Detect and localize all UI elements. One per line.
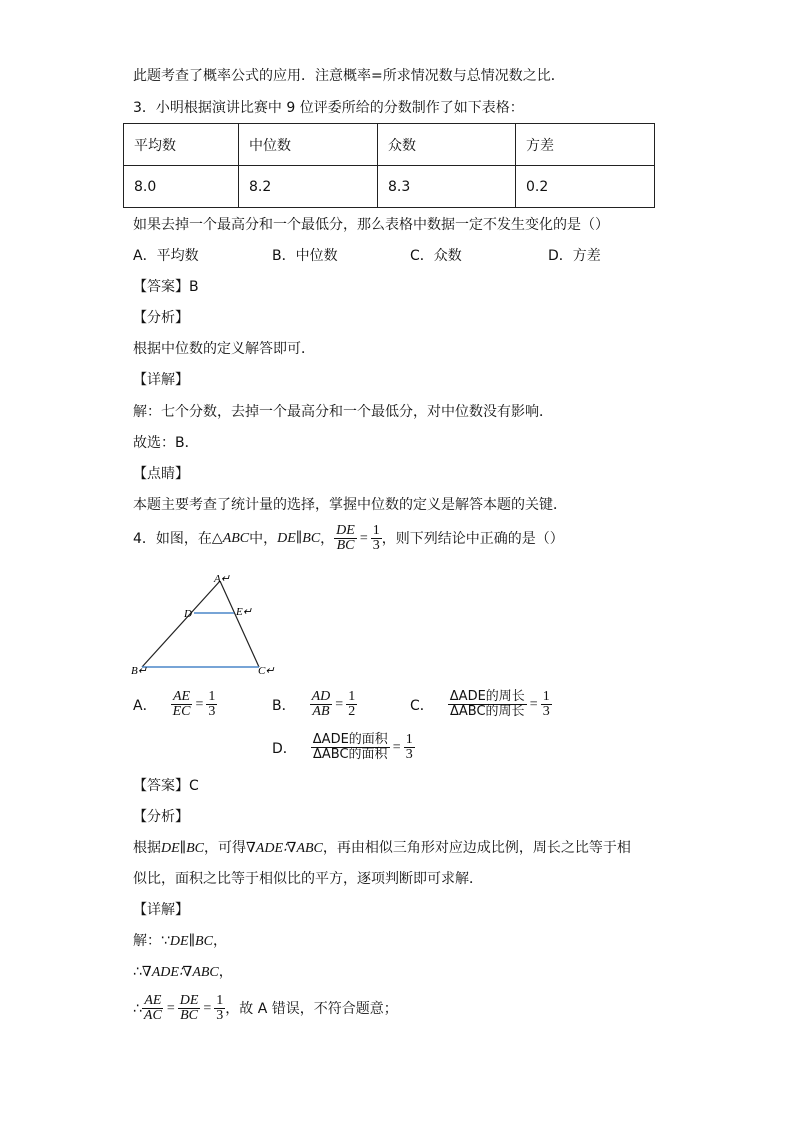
analysis-heading: 【分析】 — [133, 809, 189, 825]
detail-line — [133, 963, 233, 982]
fraction-numerator: AE — [172, 689, 191, 704]
q4-prefix: 4．如图，在 — [133, 530, 212, 547]
table-header-cell: 中位数 — [239, 124, 378, 166]
detail-heading: 【详解】 — [133, 902, 189, 918]
equals-sign: = — [335, 696, 344, 712]
option-b — [272, 690, 357, 719]
text-segment: ∴ — [133, 1000, 142, 1017]
fraction-denominator: 3 — [216, 1008, 224, 1023]
equals-sign: = — [392, 739, 401, 755]
option-fraction — [311, 733, 390, 762]
table-header-cell: 平均数 — [124, 124, 239, 166]
stats-table — [123, 123, 655, 208]
question-3: 3．小明根据演讲比赛中 9 位评委所给的分数制作了如下表格： — [133, 100, 524, 116]
q4-ratio — [371, 524, 382, 553]
fraction-numerator: 1 — [372, 523, 380, 538]
fraction-denominator: AB — [312, 704, 330, 719]
q4-triangle: △ABC — [211, 530, 250, 546]
table-cell: 8.3 — [378, 166, 516, 208]
math-similar: ∇ADE∶∇ABC — [246, 841, 323, 856]
equals-sign: = — [359, 530, 368, 546]
table-cell: 8.2 — [239, 166, 378, 208]
fraction-denominator: AC — [143, 1008, 162, 1023]
detail-text: 解：七个分数，去掉一个最高分和一个最低分，对中位数没有影响． — [133, 404, 553, 420]
text-segment: ，可得 — [204, 840, 247, 856]
fraction-numerator: 1 — [405, 732, 413, 747]
answer-label: 【答案】B — [133, 279, 199, 295]
side-ab — [142, 581, 220, 667]
fraction-numerator: AE — [144, 993, 162, 1008]
detail-heading: 【详解】 — [133, 372, 189, 388]
equals-sign: = — [166, 1000, 175, 1016]
text-segment: ，故 A 错误，不符合题意； — [225, 1000, 398, 1017]
detail-line — [133, 994, 398, 1023]
fraction-numerator: DE — [336, 523, 355, 538]
option-ratio — [346, 690, 357, 719]
text-segment: ∴ — [133, 964, 142, 980]
comment-text: 本题主要考查了统计量的选择，掌握中位数的定义是解答本题的关键． — [133, 497, 567, 513]
option-label: A． — [133, 697, 157, 714]
label-c: C↵ — [258, 665, 275, 677]
math-parallel: DE∥BC — [161, 841, 205, 856]
answer-label: 【答案】C — [133, 778, 199, 794]
analysis-text: 似比，面积之比等于相似比的平方，逐项判断即可求解． — [133, 871, 483, 887]
fraction-denominator: 2 — [348, 704, 356, 719]
text-segment: ， — [218, 964, 233, 980]
fraction-denominator: ΔABC的面积 — [313, 747, 388, 762]
option-d: D．方差 — [548, 248, 601, 264]
label-b: B↵ — [131, 665, 147, 677]
fraction-numerator: ΔADE的面积 — [312, 732, 388, 747]
fraction-denominator: 3 — [208, 704, 216, 719]
option-label: C． — [410, 697, 434, 714]
option-c — [410, 690, 552, 719]
side-ac — [220, 581, 259, 667]
q4-parallel: DE∥BC — [277, 530, 321, 546]
fraction-numerator: DE — [179, 993, 199, 1008]
option-fraction — [448, 690, 527, 719]
fraction-numerator: 1 — [348, 689, 356, 704]
fraction-denominator: EC — [172, 704, 191, 719]
detail-fraction — [214, 994, 225, 1023]
option-c: C．众数 — [410, 248, 462, 264]
table-header-cell: 众数 — [378, 124, 516, 166]
fraction-denominator: 3 — [542, 704, 550, 719]
equals-sign: = — [195, 696, 204, 712]
table-cell: 8.0 — [124, 166, 239, 208]
fraction-numerator: 1 — [542, 689, 550, 704]
math-parallel: DE∥BC — [169, 934, 213, 949]
fraction-numerator: ΔADE的周长 — [449, 689, 525, 704]
option-b: B．中位数 — [272, 248, 338, 264]
detail-fraction — [178, 994, 201, 1023]
option-d — [272, 733, 415, 762]
q4-zhong: 中， — [249, 530, 278, 547]
q4-fraction — [334, 524, 357, 553]
fraction-numerator: AD — [311, 689, 331, 704]
table-header-cell: 方差 — [516, 124, 655, 166]
q4-comma: ， — [320, 530, 335, 547]
equals-sign: = — [529, 696, 538, 712]
option-ratio — [541, 690, 552, 719]
fraction-denominator: 3 — [405, 747, 413, 762]
equals-sign: = — [203, 1000, 212, 1016]
comment-heading: 【点睛】 — [133, 466, 189, 482]
label-e: E↵ — [236, 606, 252, 618]
table-header-row — [124, 124, 655, 166]
fraction-numerator: 1 — [216, 993, 224, 1008]
analysis-heading: 【分析】 — [133, 310, 189, 326]
detail-line — [133, 932, 227, 951]
table-cell: 0.2 — [516, 166, 655, 208]
fraction-numerator: 1 — [208, 689, 216, 704]
option-label: B． — [272, 697, 296, 714]
option-ratio — [404, 733, 415, 762]
analysis-text — [133, 839, 631, 858]
text-line: 此题考查了概率公式的应用．注意概率=所求情况数与总情况数之比． — [133, 68, 565, 84]
text-segment: 解：∵ — [133, 933, 170, 949]
option-label: D． — [272, 740, 297, 757]
option-a: A．平均数 — [133, 248, 199, 264]
text-segment: ，再由相似三角形对应边成比例，周长之比等于相 — [322, 840, 631, 856]
question-3-text: 如果去掉一个最高分和一个最低分，那么表格中数据一定不发生变化的是（） — [133, 217, 609, 233]
selection-text: 故选：B． — [133, 435, 199, 451]
triangle-figure — [128, 570, 275, 680]
option-ratio — [206, 690, 217, 719]
text-segment: 根据 — [133, 840, 161, 856]
detail-fraction — [142, 994, 164, 1023]
fraction-denominator: ΔABC的周长 — [450, 704, 525, 719]
label-d: D — [184, 608, 192, 620]
option-a — [133, 690, 217, 719]
analysis-text: 根据中位数的定义解答即可． — [133, 341, 315, 357]
label-a: A↵ — [214, 573, 230, 585]
fraction-denominator: BC — [180, 1008, 198, 1023]
math-similar: ∇ADE∶∇ABC — [141, 965, 219, 980]
option-fraction — [310, 690, 333, 719]
table-row — [124, 166, 655, 208]
fraction-denominator: 3 — [372, 538, 380, 553]
fraction-denominator: BC — [336, 538, 355, 553]
text-segment: ， — [212, 933, 227, 949]
q4-suffix: ，则下列结论中正确的是（） — [381, 530, 564, 547]
option-fraction — [171, 690, 193, 719]
question-4 — [133, 524, 564, 553]
